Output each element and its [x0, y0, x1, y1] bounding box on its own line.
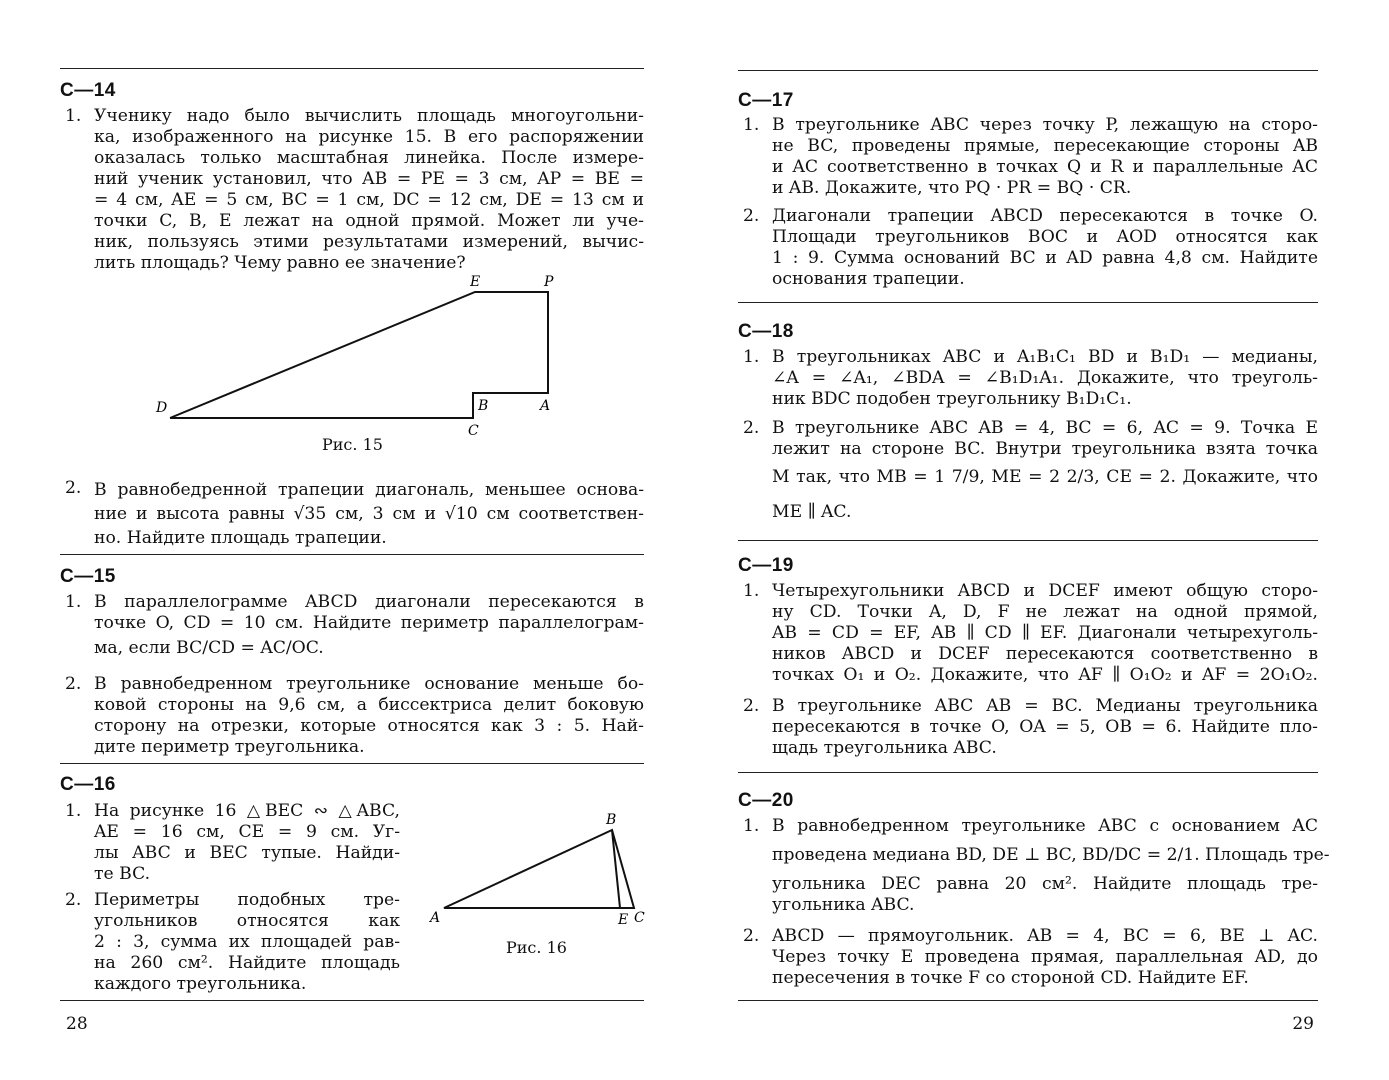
- text-line: Площади треугольников BOC и AOD относятся как: [772, 227, 1318, 247]
- text-line: но. Найдите площадь трапеции.: [94, 528, 387, 548]
- left-page: [60, 0, 644, 1080]
- problem-number: 2.: [65, 478, 82, 498]
- text-line: угольников относятся как: [94, 911, 400, 931]
- text-line: дите периметр треугольника.: [94, 737, 365, 757]
- problem-text: [772, 347, 1318, 410]
- text-line: на 260 см². Найдите площадь: [94, 953, 400, 973]
- label-b: B: [606, 812, 617, 828]
- label-d: D: [156, 400, 168, 416]
- problem-text: [772, 418, 1318, 523]
- text-line: те BC.: [94, 864, 151, 884]
- section-rule: [60, 763, 644, 764]
- problem-c17-2: [738, 206, 1318, 290]
- problem-text: [94, 592, 644, 659]
- text-line: В треугольнике ABC AB = 4, BC = 6, AC = 9. Точка E: [772, 418, 1318, 438]
- label-c: C: [468, 423, 479, 439]
- text-line: основания трапеции.: [772, 269, 965, 289]
- figure-15-caption: Рис. 15: [322, 435, 383, 454]
- problem-c18-1: [738, 347, 1318, 410]
- text-line: угольника DEC равна 20 см². Найдите площадь тре-: [772, 874, 1318, 894]
- problem-text: [94, 801, 400, 885]
- figure-16: [420, 810, 650, 930]
- text-line: ников ABCD и DCEF пересекаются соответственно в: [772, 644, 1318, 664]
- text-line: ну CD. Точки A, D, F не лежат на одной прямой,: [772, 602, 1318, 622]
- right-page: [738, 0, 1330, 1080]
- problem-text: [94, 106, 644, 274]
- text-line: ABCD — прямоугольник. AB = 4, BC = 6, BE ⊥ AC.: [772, 926, 1318, 946]
- text-line: ковой стороны на 9,6 см, а биссектриса делит боковую: [94, 695, 644, 715]
- polygon-outline: [170, 292, 551, 418]
- text-line: ние и высота равны √35 см, 3 см и √10 см соответствен-: [94, 504, 644, 524]
- problem-c14-1: [60, 106, 644, 274]
- text-line: 1 : 9. Сумма оснований BC и AD равна 4,8 см. Найдите: [772, 248, 1318, 268]
- problem-number: 1.: [743, 347, 760, 367]
- section-title-c17: C—17: [738, 90, 794, 111]
- problem-text: [94, 674, 644, 758]
- text-line: каждого треугольника.: [94, 974, 307, 994]
- problem-c16-1: [60, 801, 400, 885]
- text-line: M так, что MB = 1 7/9, ME = 2 2/3, CE = 2. Докажите, что: [772, 467, 1318, 487]
- problem-c18-2: [738, 418, 1318, 523]
- problem-number: 2.: [65, 890, 82, 910]
- page-number: 28: [66, 1014, 88, 1034]
- text-line: лы ABC и BEC тупые. Найди-: [94, 843, 400, 863]
- text-line: На рисунке 16 △BEC ∾ △ABC,: [94, 801, 400, 821]
- problem-text: [94, 890, 400, 995]
- section-rule: [738, 540, 1318, 541]
- problem-c16-2: [60, 890, 400, 995]
- figure-15: [140, 270, 660, 440]
- text-line: В треугольнике ABC через точку P, лежащую на сторо-: [772, 115, 1318, 135]
- problem-text: [772, 816, 1330, 916]
- figure-16-caption: Рис. 16: [506, 938, 567, 957]
- top-rule: [738, 70, 1318, 71]
- text-line: ME ∥ AC.: [772, 502, 852, 522]
- problem-number: 2.: [743, 926, 760, 946]
- problem-number: 1.: [65, 592, 82, 612]
- text-line: пересекаются в точке O, OA = 5, OB = 6. Найдите пло-: [772, 717, 1318, 737]
- problem-number: 1.: [743, 816, 760, 836]
- text-line: ка, изображенного на рисунке 15. В его распоряжении: [94, 127, 644, 147]
- text-line: ний ученик установил, что AB = PE = 3 см, AP = BE =: [94, 169, 644, 189]
- text-line: и AB. Докажите, что PQ · PR = BQ · CR.: [772, 178, 1132, 198]
- text-line: AE = 16 см, CE = 9 см. Уг-: [94, 822, 400, 842]
- problem-c19-1: [738, 581, 1318, 686]
- top-rule: [60, 68, 644, 69]
- label-a: A: [540, 398, 551, 414]
- text-line: сторону на отрезки, которые относятся как 3 : 5. Най-: [94, 716, 644, 736]
- problem-number: 2.: [743, 206, 760, 226]
- label-e: E: [470, 274, 481, 290]
- problem-text: [772, 115, 1318, 199]
- text-line: точке O, CD = 10 см. Найдите периметр параллелограм-: [94, 613, 644, 633]
- problem-c14-2: [60, 478, 644, 550]
- section-rule: [60, 554, 644, 555]
- problem-c20-2: [738, 926, 1318, 989]
- triangle-abc: [444, 830, 634, 908]
- problem-number: 2.: [743, 696, 760, 716]
- text-line: оказалась только масштабная линейка. После измере-: [94, 148, 644, 168]
- text-line: Четырехугольники ABCD и DCEF имеют общую сторо-: [772, 581, 1318, 601]
- section-rule: [738, 302, 1318, 303]
- label-c: C: [634, 910, 645, 926]
- text-line: В равнобедренном треугольнике ABC с основанием AC: [772, 816, 1318, 836]
- section-title-c14: C—14: [60, 80, 116, 101]
- section-title-c15: C—15: [60, 566, 116, 587]
- problem-number: 1.: [65, 106, 82, 126]
- text-line: Диагонали трапеции ABCD пересекаются в точке O.: [772, 206, 1318, 226]
- text-line: ∠A = ∠A₁, ∠BDA = ∠B₁D₁A₁. Докажите, что треуголь-: [772, 368, 1318, 388]
- label-p: P: [544, 274, 554, 290]
- text-line: щадь треугольника ABC.: [772, 738, 997, 758]
- text-line: точки C, B, E лежат на одной прямой. Может ли уче-: [94, 211, 644, 231]
- text-line: В треугольниках ABC и A₁B₁C₁ BD и B₁D₁ — медианы,: [772, 347, 1318, 367]
- text-line: В равнобедренном треугольнике основание меньше бо-: [94, 674, 644, 694]
- problem-number: 2.: [65, 674, 82, 694]
- text-line: не BC, проведены прямые, пересекающие стороны AB: [772, 136, 1318, 156]
- text-line: точках O₁ и O₂. Докажите, что AF ∥ O₁O₂ и AF = 2O₁O₂.: [772, 665, 1318, 685]
- text-line: лить площадь? Чему равно ее значение?: [94, 253, 466, 273]
- section-rule: [738, 772, 1318, 773]
- section-title-c16: C—16: [60, 774, 116, 795]
- text-line: ма, если BC/CD = AC/OC.: [94, 638, 324, 658]
- problem-text: [772, 581, 1318, 686]
- problem-number: 1.: [65, 801, 82, 821]
- section-title-c18: C—18: [738, 321, 794, 342]
- label-b: B: [478, 398, 489, 414]
- problem-text: [94, 478, 644, 550]
- text-line: Ученику надо было вычислить площадь многоугольни-: [94, 106, 644, 126]
- text-line: 2 : 3, сумма их площадей рав-: [94, 932, 400, 952]
- text-line: = 4 см, AE = 5 см, BC = 1 см, DC = 12 см, DE = 13 см и: [94, 190, 644, 210]
- problem-c17-1: [738, 115, 1318, 199]
- problem-c15-1: [60, 592, 644, 659]
- problem-number: 2.: [743, 418, 760, 438]
- label-e: E: [618, 912, 629, 928]
- page-number: 29: [1292, 1014, 1314, 1034]
- text-line: пересечения в точке F со стороной CD. Найдите EF.: [772, 968, 1249, 988]
- problem-c15-2: [60, 674, 644, 758]
- text-line: Через точку E проведена прямая, параллельная AD, до: [772, 947, 1318, 967]
- problem-c19-2: [738, 696, 1318, 759]
- label-a: A: [430, 910, 441, 926]
- text-line: угольника ABC.: [772, 895, 915, 915]
- text-line: В параллелограмме ABCD диагонали пересекаются в: [94, 592, 644, 612]
- bottom-rule: [60, 1000, 644, 1001]
- problem-c20-1: [738, 816, 1330, 916]
- text-line: Периметры подобных тре-: [94, 890, 400, 910]
- text-line: В равнобедренной трапеции диагональ, меньшее основа-: [94, 480, 644, 500]
- problem-number: 1.: [743, 115, 760, 135]
- problem-number: 1.: [743, 581, 760, 601]
- bottom-rule: [738, 1000, 1318, 1001]
- text-line: проведена медиана BD, DE ⊥ BC, BD/DC = 2/1. Площадь тре-: [772, 845, 1330, 865]
- section-title-c20: C—20: [738, 790, 794, 811]
- problem-text: [772, 926, 1318, 989]
- problem-text: [772, 206, 1318, 290]
- problem-text: [772, 696, 1318, 759]
- text-line: В треугольнике ABC AB = BC. Медианы треугольника: [772, 696, 1318, 716]
- text-line: лежит на стороне BC. Внутри треугольника взята точка: [772, 439, 1318, 459]
- text-line: и AC соответственно в точках Q и R и параллельные AC: [772, 157, 1318, 177]
- text-line: AB = CD = EF, AB ∥ CD ∥ EF. Диагонали четырехуголь-: [772, 623, 1318, 643]
- text-line: ник BDC подобен треугольнику B₁D₁C₁.: [772, 389, 1132, 409]
- section-title-c19: C—19: [738, 555, 794, 576]
- text-line: ник, пользуясь этими результатами измерений, вычис-: [94, 232, 644, 252]
